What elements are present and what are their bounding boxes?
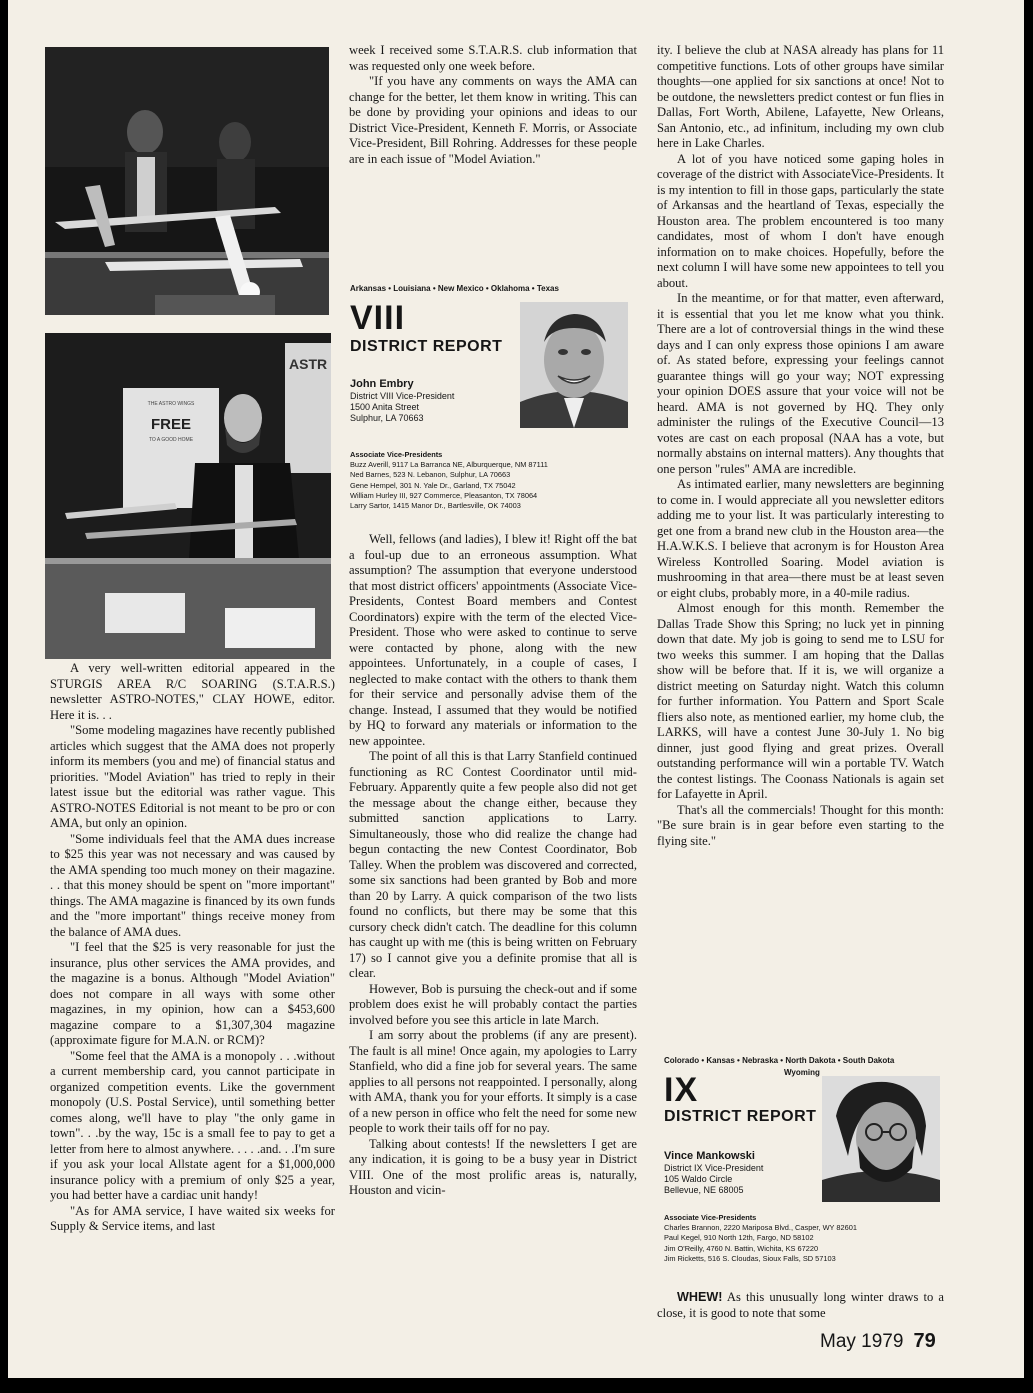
- district-8-vp-street: 1500 Anita Street: [350, 402, 420, 412]
- district-9-vp-title: District IX Vice-President: [664, 1163, 764, 1173]
- district-9-assoc-heading: Associate Vice-Presidents: [664, 1213, 757, 1222]
- paragraph: As intimated earlier, many newsletters are beginning to come in. I would appreciate all you newsletter editors adding me to your list. It was particularly interesting to get one from a brand new club in the Houston area—the H.A.W.K.S. I believe that acronym is for Houston Area Wireless Kontrolled Soaring. Model aviation is mushrooming in that area—there must be at least seven or eight clubs, probably more, in a 40-mile radius.: [657, 477, 944, 600]
- column-3-text: [657, 43, 944, 849]
- paragraph: I am sorry about the problems (if any are present). The fault is all mine! Once again, my apologies to Larry Stanfield, who did a fine job for several years. The same applies to all persons not reappointed. I personally, along with AMA, thank you for your efforts. It simply is a case of a new person in office who felt the need for some new people to work their tails off for no pay.: [349, 1028, 637, 1135]
- paragraph: Talking about contests! If the newsletters I get are any indication, it is going to be a busy year in District VIII. One of the most prolific areas is, naturally, Houston and vicin-: [349, 1136, 637, 1197]
- booth-sign-free: FREE: [150, 416, 192, 433]
- issue-date: May 1979: [820, 1331, 904, 1352]
- district-9-body: [657, 1290, 944, 1321]
- paragraph: "Some feel that the AMA is a monopoly . . .without a current membership card, you cannot participate in organized competition events. Like the government monopoly (U.S. Postal Service), until something better comes along, we'll have to play "the only game in town". . .by the way, 15c is a small fee to pay to get a letter from here to almost anywhere. . . . .and. . .I'm sure if you ask your local Allstate agent for a $1,000,000 insurance policy with a premium of only $25 a year, you had better have a cardiac unit handy!: [50, 1048, 335, 1202]
- paragraph: Almost enough for this month. Remember the Dallas Trade Show this Spring; no luck yet in pinning down that date. My job is going to send me to LSU for two weeks this summer. I am hoping that the Dallas show will be before that. If it is, we will organize a district meeting on Saturday night. Watch this column for further information. You Pattern and Sport Scale fliers also note, as mentioned earlier, my home club, the LARKS, will have a contest June 30-July 1. No big dinner, just good flying and great prizes. Overall outstanding performance will win a portable TV. Watch the contest listings. The Coonass Nationals is again set for Lafayette in April.: [657, 601, 944, 801]
- photo-model-aircraft: [45, 47, 329, 315]
- assoc-entry: Paul Kegel, 910 North 12th, Fargo, ND 58102: [664, 1233, 814, 1243]
- assoc-entry: Larry Sartor, 1415 Manor Dr., Bartlesville, OK 74003: [350, 501, 521, 511]
- paragraph: "If you have any comments on ways the AMA can change for the better, let them know in writing. This can be done by providing your opinions and ideas to our District Vice-President, Kenneth F. Morris, or Associate Vice-President, Bill Rohring. Addresses for these people are in each issue of "Model Aviation.": [349, 74, 637, 166]
- booth-sign-small: THE ASTRO WINGS: [147, 401, 195, 407]
- paragraph: In the meantime, or for that matter, even afterward, it is essential that you let me know what you think. There are a lot of controversial things in the wind these days and I can only express those opinions I am aware of. As stated before, expressing your feelings cannot guarantee things will go your way; NOT expressing your opinion DOES assure that your voice will not be heard. AMA is not governed by HQ. They only administer the rulings of the Executive Council—13 votes are cast on each proposal (NAA has a vote, but normally abstains on internal matters). Any thoughts that one person "rules" AMA are incredible.: [657, 291, 944, 476]
- district-9-vp-name: Vince Mankowski: [664, 1150, 755, 1162]
- district-8-body: [349, 532, 637, 1199]
- paragraph: A very well-written editorial appeared in the STURGIS AREA R/C SOARING (S.T.A.R.S.) newsletter ASTRO-NOTES," CLAY HOWE, editor. Here it is. . .: [50, 661, 335, 722]
- paragraph: ity. I believe the club at NASA already has plans for 11 competitive functions. Lots of other groups have similar thoughts—one applied for six sanctions at once! Not to be outdone, the newsletters predict contest or fun flies in Dallas, Fort Worth, Abilene, Lafayette, New Orleans, San Antonio, etc., ad infinitum, including my own club here in Lake Charles.: [657, 43, 944, 150]
- district-9-states: Colorado • Kansas • Nebraska • North Dakota • South Dakota: [664, 1056, 895, 1065]
- assoc-entry: Buzz Averill, 9117 La Barranca NE, Alburquerque, NM 87111: [350, 460, 548, 470]
- page-number: 79: [913, 1330, 936, 1352]
- assoc-entry: Gene Hempel, 301 N. Yale Dr., Garland, TX 75042: [350, 480, 516, 490]
- paragraph: The point of all this is that Larry Stanfield continued functioning as RC Contest Coordinator until mid-February. Apparently quite a few people also did not get the message about the change either, because they submitted sanction applications to Larry. Simultaneously, those who did realize the change had begun contacting the new Contest Coordinator, Bob Talley. When the problem was discovered and corrected, some six sanctions had been granted by Bob and more than 20 by Larry. A quick comparison of the two lists found no conflicts, but there may be some that this cursory check didn't catch. The deadline for this column has caught up with me (this is being written on February 17) so I cannot give you a definite promise that all is clear.: [349, 749, 637, 980]
- district-8-vp-name: John Embry: [350, 378, 414, 390]
- district-8-numeral: VIII: [350, 299, 406, 337]
- district-8-associates: [350, 450, 548, 511]
- column-2-top-text: [349, 43, 637, 167]
- assoc-entry: William Hurley III, 927 Commerce, Pleasanton, TX 78064: [350, 490, 538, 500]
- portrait-vince-mankowski: [822, 1076, 940, 1202]
- photo-booth: [45, 333, 331, 659]
- paragraph: "I feel that the $25 is very reasonable for just the insurance, plus other services the AMA provides, and the magazine is a bonus. Although "Model Aviation" does not compare in all ways with some other magazines, in my opinion, how can a $453,600 magazine compare to a $1,307,304 magazine (approximate figure for M.A.N. or RCM)?: [50, 940, 335, 1047]
- district-9-states-line-2: Wyoming: [784, 1068, 820, 1077]
- paragraph: week I received some S.T.A.R.S. club information that was requested only one week before.: [349, 43, 637, 73]
- booth-sign-home: TO A GOOD HOME: [148, 437, 194, 443]
- district-9-vp-city: Bellevue, NE 68005: [664, 1185, 744, 1195]
- portrait-john-embry: [520, 302, 628, 428]
- paragraph: That's all the commercials! Thought for this month: "Be sure brain is in gear before even starting to the flying site.": [657, 802, 944, 848]
- district-8-assoc-heading: Associate Vice-Presidents: [350, 450, 443, 459]
- district-9-opening-text: As this unusually long winter draws to a close, it is good to note that some: [657, 1290, 944, 1320]
- district-8-heading: DISTRICT REPORT: [350, 338, 503, 355]
- district-8-contact: [350, 377, 520, 424]
- district-8-states: Arkansas • Louisiana • New Mexico • Oklahoma • Texas: [350, 284, 559, 293]
- district-9-vp-street: 105 Waldo Circle: [664, 1174, 733, 1184]
- district-9-associates: [664, 1213, 857, 1264]
- district-8-vp-title: District VIII Vice-President: [350, 391, 455, 401]
- paragraph: Well, fellows (and ladies), I blew it! Right off the bat a foul-up due to an erroneous assumption. What assumption? The assumption that everyone understood that most district officers' appointments (Associate Vice-Presidents, Contest Board members and Contest Coordinators) expire with the term of the elected Vice-President. Those who were asked to continue to serve were contacted by phone, along with the new appointees. Unfortunately, in a couple of cases, I neglected to make contact with the others to thank them for their service and personally advise them of the change. Instead, I assumed that they would be notified by HQ to forward any materials or information to the new appointee.: [349, 532, 637, 748]
- assoc-entry: Jim Ricketts, 516 S. Cloudas, Sioux Falls, SD 57103: [664, 1253, 836, 1263]
- paragraph: "Some modeling magazines have recently published articles which suggest that the AMA does not properly inform its members (you and me) of financial status and priorities. "Model Aviation" has tried to reply in their latest issue but the editorial was rather vague. This ASTRO-NOTES Editorial is not meant to be pro or con AMA, but only an opinion.: [50, 723, 335, 830]
- booth-sign-astr: ASTR: [289, 356, 328, 372]
- column-1-text: [50, 661, 335, 1235]
- district-9-heading: DISTRICT REPORT: [664, 1108, 817, 1125]
- assoc-entry: Jim O'Reilly, 4760 N. Battin, Wichita, KS 67220: [664, 1243, 819, 1253]
- paragraph: However, Bob is pursuing the check-out and if some problem does exist he will probably contact the parties involved before you see this article in late March.: [349, 981, 637, 1027]
- magazine-page: [8, 0, 1024, 1378]
- district-9-opening-bold: WHEW!: [677, 1290, 723, 1304]
- paragraph: "As for AMA service, I have waited six weeks for Supply & Service items, and last: [50, 1203, 335, 1233]
- district-9-contact: [664, 1149, 824, 1196]
- assoc-entry: Charles Brannon, 2220 Mariposa Blvd., Casper, WY 82601: [664, 1223, 857, 1233]
- paragraph: [657, 1290, 944, 1321]
- paragraph: A lot of you have noticed some gaping holes in coverage of the district with AssociateVice-Presidents. It is my intention to fill in those gaps, particularly the state of Arkansas and the heartland of Texas, especially the Houston area. The problem encountered is too many candidates, most of whom I don't have enough information on to make choices. Hopefully, before the next column I will have some new appointees to tell you about.: [657, 151, 944, 290]
- assoc-entry: Ned Barnes, 523 N. Lebanon, Sulphur, LA 70663: [350, 470, 511, 480]
- district-8-vp-city: Sulphur, LA 70663: [350, 413, 424, 423]
- paragraph: "Some individuals feel that the AMA dues increase to $25 this year was not necessary and was caused by the AMA spending too much money on their magazine. . . that this money should be spent on "more important" things. The AMA magazine is financed by its own funds and the "more important" things receive money from the balance of AMA dues.: [50, 831, 335, 939]
- district-9-numeral: IX: [664, 1071, 699, 1109]
- page-folio: [820, 1330, 936, 1353]
